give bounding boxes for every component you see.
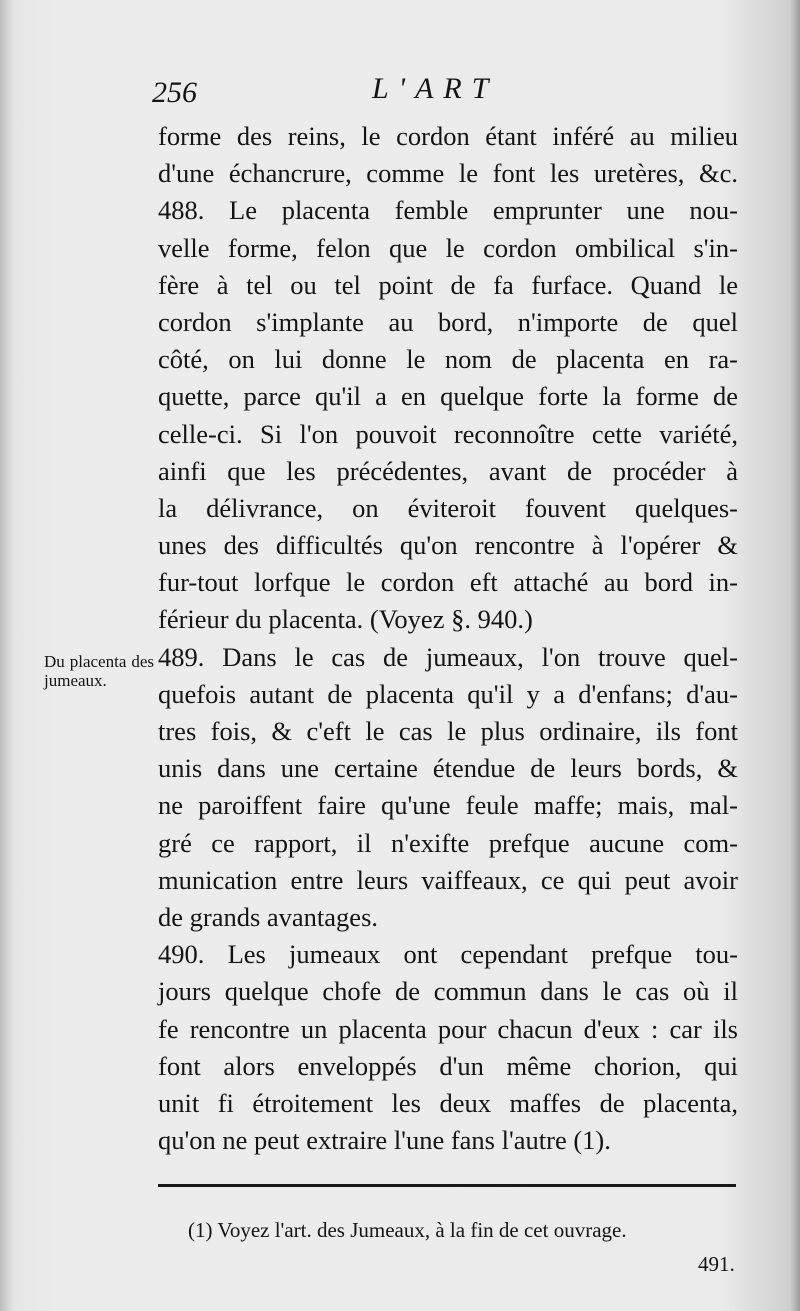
text-line: unit fi étroitement les deux maffes de placenta,	[158, 1087, 738, 1118]
text-line: férieur du placenta. (Voyez §. 940.)	[158, 604, 533, 635]
text-line: munication entre leurs vaiffeaux, ce qui peut avoir	[158, 864, 738, 895]
text-line: quette, parce qu'il a en quelque forte la forme de	[158, 381, 738, 412]
page-header	[150, 72, 750, 112]
text-line: fur-tout lorfque le cordon eft attaché au bord in-	[158, 567, 738, 598]
body-text	[158, 118, 738, 1159]
text-line: forme des reins, le cordon étant inféré au milieu	[158, 121, 738, 151]
text-line: ainfi que les précédentes, avant de procéder à	[158, 455, 738, 486]
page-number: 256	[152, 76, 197, 109]
text-line: 488. Le placenta femble emprunter une nou-	[158, 195, 738, 226]
text-line: cordon s'implante au bord, n'importe de quel	[158, 306, 738, 337]
text-line: ne paroiffent faire qu'une feule maffe; mais, mal-	[158, 790, 738, 821]
text-line: 490. Les jumeaux ont cependant prefque tou-	[158, 939, 738, 970]
running-title: L'ART	[372, 72, 499, 105]
text-line: côté, on lui donne le nom de placenta en ra-	[158, 344, 738, 375]
text-line: font alors enveloppés d'un même chorion, qui	[158, 1050, 738, 1081]
text-line: qu'on ne peut extraire l'une fans l'autre (1).	[158, 1125, 611, 1156]
text-line: gré ce rapport, il n'exifte prefque aucune com-	[158, 827, 738, 858]
catchword-signature: 491.	[698, 1252, 735, 1276]
text-line: unes des difficultés qu'on rencontre à l'opérer &	[158, 530, 738, 561]
marginal-note: Du placenta des jumeaux.	[44, 652, 154, 690]
text-line: velle forme, felon que le cordon ombilical s'in-	[158, 232, 738, 263]
text-line: d'une échancrure, comme le font les uretères, &c.	[158, 158, 738, 189]
text-line: la délivrance, on éviteroit fouvent quelques-	[158, 492, 738, 523]
text-line: celle-ci. Si l'on pouvoit reconnoître cette variété,	[158, 418, 738, 449]
footnote: (1) Voyez l'art. des Jumeaux, à la fin de cet ouvrage.	[188, 1218, 627, 1242]
text-line: jours quelque chofe de commun dans le cas où il	[158, 976, 738, 1007]
text-line: quefois autant de placenta qu'il y a d'enfans; d'au-	[158, 678, 738, 709]
text-line: fère à tel ou tel point de fa furface. Quand le	[158, 269, 738, 300]
text-line: tres fois, & c'eft le cas le plus ordinaire, ils font	[158, 716, 738, 746]
text-line: de grands avantages.	[158, 901, 379, 932]
footnote-rule	[158, 1184, 736, 1187]
text-line: unis dans une certaine étendue de leurs bords, &	[158, 753, 738, 784]
text-line: 489. Dans le cas de jumeaux, l'on trouve quel-	[158, 641, 738, 672]
text-line: fe rencontre un placenta pour chacun d'eux : car ils	[158, 1013, 738, 1044]
